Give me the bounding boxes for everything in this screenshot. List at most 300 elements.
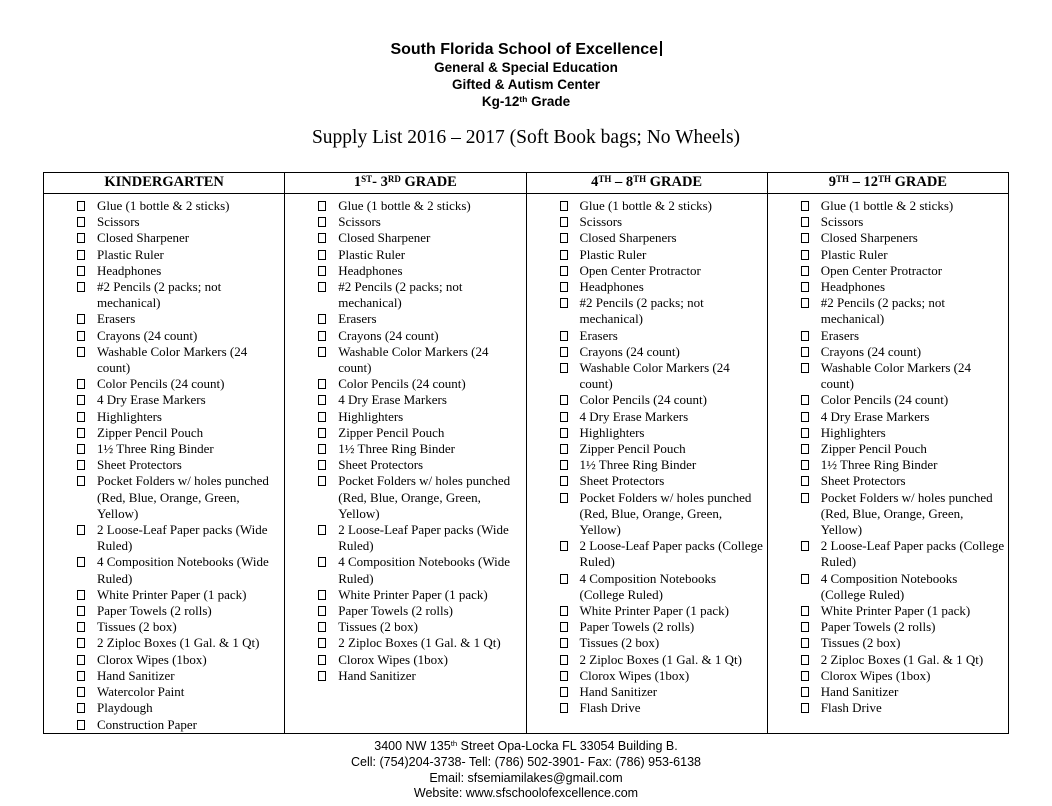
supply-item-label: Zipper Pencil Pouch [97, 424, 204, 440]
checkbox-icon [801, 574, 809, 584]
checkbox-icon [560, 541, 568, 551]
supply-item-label: Glue (1 bottle & 2 sticks) [338, 198, 471, 213]
checkbox-icon [77, 638, 85, 648]
checkbox-icon [77, 379, 85, 389]
supply-item [527, 198, 764, 214]
checkbox-icon [801, 541, 809, 551]
supply-item-label: Tissues (2 box) [579, 635, 660, 651]
supply-item [527, 425, 764, 441]
supply-item-label: Clorox Wipes (1box) [338, 651, 448, 667]
checkbox-icon [801, 444, 809, 454]
supply-item [527, 392, 764, 408]
supply-item [285, 328, 522, 344]
supply-item-label: 4 Composition Notebooks (Wide Ruled) [338, 554, 510, 586]
checkbox-icon [801, 395, 809, 405]
column-grade-9-12 [767, 194, 1008, 734]
supply-item [44, 652, 281, 668]
supply-item-label: Open Center Protractor [820, 262, 943, 278]
text-run: 1 [353, 174, 362, 190]
supply-item [768, 668, 1005, 684]
supply-item-label: Scissors [820, 214, 864, 230]
supply-item-label: Tissues (2 box) [97, 619, 177, 635]
supply-item-label: Clorox Wipes (1box) [579, 667, 690, 683]
text-run: – 12 [849, 174, 878, 190]
superscript-text: TH [633, 173, 647, 184]
supply-items-list-grade-1-3 [285, 198, 522, 684]
supply-item-label: #2 Pencils (2 packs; not mechanical) [338, 279, 463, 311]
supply-item-label: Washable Color Markers (24 count) [338, 343, 489, 376]
checkbox-icon [77, 606, 85, 616]
column-header-kindergarten [44, 173, 285, 194]
supply-item [768, 571, 1005, 603]
supply-item [527, 409, 764, 425]
checkbox-icon [560, 266, 568, 276]
superscript-text: TH [598, 173, 612, 184]
supply-item-label: #2 Pencils (2 packs; not mechanical) [97, 279, 222, 311]
supply-item-label: White Printer Paper (1 pack) [579, 603, 729, 619]
checkbox-icon [801, 687, 809, 697]
checkbox-icon [77, 266, 85, 276]
supply-item [768, 328, 1005, 344]
supply-item-label: Crayons (24 count) [97, 327, 198, 343]
supply-item [285, 279, 522, 311]
supply-item [44, 717, 281, 733]
supply-item [527, 473, 764, 489]
checkbox-icon [560, 444, 568, 454]
checkbox-icon [77, 395, 85, 405]
supply-item [44, 441, 281, 457]
checkbox-icon [560, 703, 568, 713]
supply-item-label: 2 Loose-Leaf Paper packs (Wide Ruled) [338, 522, 509, 554]
supply-item [527, 441, 764, 457]
superscript-text: TH [878, 173, 891, 184]
supply-item [44, 668, 281, 684]
supply-item-label: Playdough [97, 700, 153, 716]
supply-item [44, 198, 281, 214]
text-run: Kg-12 [481, 94, 520, 109]
supply-item-label: Pocket Folders w/ holes punched (Red, Blue, Orange, Green, Yellow) [97, 473, 269, 521]
supply-item [44, 457, 281, 473]
checkbox-icon [801, 671, 809, 681]
supply-item-label: 2 Ziploc Boxes (1 Gal. & 1 Qt) [820, 651, 984, 667]
checkbox-icon [77, 331, 85, 341]
supply-item [44, 328, 281, 344]
checkbox-icon [560, 638, 568, 648]
supply-item [768, 684, 1005, 700]
supply-item-label: Highlighters [97, 408, 162, 424]
supply-item [44, 635, 281, 651]
checkbox-icon [801, 428, 809, 438]
email-line: Email: sfsemiamilakes@gmail.com [429, 770, 623, 785]
supply-item [768, 360, 1005, 392]
supply-item-label: Hand Sanitizer [579, 684, 658, 700]
supply-item-label: Crayons (24 count) [820, 343, 922, 359]
checkbox-icon [77, 703, 85, 713]
supply-item-label: Erasers [97, 311, 136, 327]
supply-item [44, 247, 281, 263]
school-name [0, 40, 1052, 59]
checkbox-icon [77, 720, 85, 730]
checkbox-icon [318, 606, 326, 616]
checkbox-icon [77, 687, 85, 697]
supply-item-label: Crayons (24 count) [579, 343, 680, 359]
text-run: Street Opa-Locka FL 33054 Building B. [457, 738, 678, 753]
supply-item-label: 4 Dry Erase Markers [579, 408, 689, 424]
address-line [0, 739, 1052, 756]
supply-item-label: Headphones [820, 279, 886, 295]
text-run: Grade [527, 94, 571, 109]
supply-item [285, 668, 522, 684]
supply-item-label: Open Center Protractor [579, 262, 701, 278]
checkbox-icon [560, 363, 568, 373]
supply-item [527, 230, 764, 246]
superscript-text: th [450, 739, 458, 749]
supply-item [527, 457, 764, 473]
supply-item-label: Color Pencils (24 count) [820, 392, 949, 408]
supply-item-label: Washable Color Markers (24 count) [97, 343, 248, 376]
supply-item-label: Scissors [97, 214, 140, 230]
checkbox-icon [801, 703, 809, 713]
supply-items-list-grade-9-12 [768, 198, 1005, 717]
checkbox-icon [801, 266, 809, 276]
checkbox-icon [560, 250, 568, 260]
supply-table-head [44, 173, 1009, 194]
checkbox-icon [77, 557, 85, 567]
supply-item [285, 214, 522, 230]
supply-item [285, 554, 522, 586]
checkbox-icon [801, 476, 809, 486]
checkbox-icon [560, 622, 568, 632]
supply-item-label: 4 Dry Erase Markers [338, 392, 447, 408]
checkbox-icon [318, 525, 326, 535]
supply-item [285, 457, 522, 473]
supply-item-label: 1½ Three Ring Binder [338, 441, 455, 457]
superscript-text: RD [387, 173, 401, 184]
supply-item [527, 490, 764, 539]
checkbox-icon [801, 606, 809, 616]
supply-item [768, 279, 1005, 295]
supply-item [44, 554, 281, 586]
supply-item-label: Color Pencils (24 count) [338, 376, 466, 392]
text-run: GRADE [890, 174, 947, 190]
checkbox-icon [318, 476, 326, 486]
checkbox-icon [318, 444, 326, 454]
supply-item [285, 344, 522, 376]
department-line: General & Special Education [434, 60, 618, 75]
supply-item [527, 652, 764, 668]
text-run: GRADE [646, 174, 703, 190]
supply-item [768, 538, 1005, 570]
supply-item-label: Highlighters [338, 408, 404, 424]
school-name-text: South Florida School of Excellence [390, 41, 659, 58]
supply-item [527, 328, 764, 344]
checkbox-icon [560, 476, 568, 486]
supply-item [285, 198, 522, 214]
checkbox-icon [318, 201, 326, 211]
text-run: – 8 [611, 174, 634, 190]
supply-item [768, 425, 1005, 441]
supply-item-label: Watercolor Paint [97, 684, 185, 700]
column-kindergarten [44, 194, 285, 734]
checkbox-icon [560, 347, 568, 357]
supply-item [44, 603, 281, 619]
supply-item [285, 247, 522, 263]
supply-item-label: Tissues (2 box) [820, 635, 901, 651]
supply-item-label: 1½ Three Ring Binder [579, 457, 697, 473]
text-run: 3400 NW 135 [374, 738, 451, 753]
checkbox-icon [560, 217, 568, 227]
supply-item [44, 230, 281, 246]
checkbox-icon [77, 201, 85, 211]
checkbox-icon [318, 314, 326, 324]
supply-item [527, 635, 764, 651]
checkbox-icon [801, 412, 809, 422]
supply-item [768, 619, 1005, 635]
supply-item [285, 230, 522, 246]
text-run: 4 [591, 174, 599, 190]
supply-item-label: Flash Drive [820, 700, 882, 716]
column-grade-1-3 [285, 194, 526, 734]
supply-item-label: Pocket Folders w/ holes punched (Red, Blue, Orange, Green, Yellow) [579, 489, 752, 538]
text-run: - 3 [372, 174, 388, 190]
supply-item-label: 2 Ziploc Boxes (1 Gal. & 1 Qt) [338, 635, 501, 651]
column-header-grade-4-8 [526, 173, 767, 194]
supply-item [527, 684, 764, 700]
supply-item [527, 700, 764, 716]
supply-item [44, 311, 281, 327]
checkbox-icon [801, 363, 809, 373]
checkbox-icon [318, 412, 326, 422]
supply-item [768, 344, 1005, 360]
supply-item-label: 4 Composition Notebooks (Wide Ruled) [97, 554, 269, 586]
supply-list-title: Supply List 2016 – 2017 (Soft Book bags; No Wheels) [311, 127, 741, 148]
letterhead [0, 0, 1052, 112]
supply-item-label: Construction Paper [97, 716, 198, 732]
checkbox-icon [77, 525, 85, 535]
text-run: 9 [828, 174, 837, 190]
supply-item-label: Tissues (2 box) [338, 619, 418, 635]
checkbox-icon [560, 671, 568, 681]
checkbox-icon [318, 250, 326, 260]
checkbox-icon [318, 671, 326, 681]
superscript-text: th [519, 94, 528, 105]
supply-item-label: Headphones [97, 262, 162, 278]
checkbox-icon [801, 622, 809, 632]
supply-item [768, 473, 1005, 489]
supply-item [285, 392, 522, 408]
checkbox-icon [77, 250, 85, 260]
checkbox-icon [318, 460, 326, 470]
checkbox-icon [77, 655, 85, 665]
supply-item-label: Glue (1 bottle & 2 sticks) [820, 198, 954, 213]
checkbox-icon [318, 233, 326, 243]
checkbox-icon [801, 282, 809, 292]
supply-item-label: Glue (1 bottle & 2 sticks) [97, 198, 230, 213]
checkbox-icon [801, 233, 809, 243]
column-header-grade-9-12 [767, 173, 1008, 194]
supply-item [768, 635, 1005, 651]
supply-items-list-kindergarten [44, 198, 281, 733]
superscript-text: TH [836, 173, 849, 184]
supply-item-label: Clorox Wipes (1box) [820, 667, 931, 683]
checkbox-icon [77, 590, 85, 600]
supply-item [285, 603, 522, 619]
supply-item-label: Scissors [579, 214, 623, 230]
supply-item-label: Sheet Protectors [820, 473, 906, 489]
supply-item [768, 247, 1005, 263]
supply-item [44, 376, 281, 392]
supply-item-label: Hand Sanitizer [338, 667, 416, 683]
supply-item-label: Crayons (24 count) [338, 327, 439, 343]
checkbox-icon [801, 331, 809, 341]
supply-item-label: Headphones [579, 279, 644, 295]
supply-item [285, 473, 522, 522]
checkbox-icon [560, 574, 568, 584]
supply-item [768, 700, 1005, 716]
supply-item-label: 2 Ziploc Boxes (1 Gal. & 1 Qt) [579, 651, 742, 667]
supply-table-body [44, 194, 1009, 734]
supply-item-label: 2 Ziploc Boxes (1 Gal. & 1 Qt) [97, 635, 260, 651]
supply-item-label: Headphones [338, 262, 403, 278]
supply-item-label: 1½ Three Ring Binder [820, 457, 938, 473]
supply-item [768, 652, 1005, 668]
checkbox-icon [560, 395, 568, 405]
supply-item-label: Pocket Folders w/ holes punched (Red, Blue, Orange, Green, Yellow) [820, 489, 993, 538]
supply-item [44, 522, 281, 554]
checkbox-icon [77, 282, 85, 292]
supply-item-label: Scissors [338, 214, 381, 230]
supply-item [285, 409, 522, 425]
supply-item [44, 425, 281, 441]
checkbox-icon [801, 493, 809, 503]
supply-item-label: Paper Towels (2 rolls) [338, 603, 453, 619]
checkbox-icon [560, 687, 568, 697]
supply-item [527, 247, 764, 263]
text-run: GRADE [400, 174, 457, 190]
checkbox-icon [560, 428, 568, 438]
superscript-text: ST [361, 173, 373, 184]
supply-item-label: White Printer Paper (1 pack) [97, 586, 247, 602]
footer [0, 739, 1052, 802]
supply-item-label: Highlighters [579, 424, 645, 440]
supply-item-label: Erasers [820, 327, 860, 343]
supply-item-label: Glue (1 bottle & 2 sticks) [579, 198, 713, 213]
checkbox-icon [318, 622, 326, 632]
supply-item-label: Hand Sanitizer [97, 667, 175, 683]
supply-item-label: #2 Pencils (2 packs; not mechanical) [820, 295, 945, 327]
checkbox-icon [77, 444, 85, 454]
supply-item [44, 700, 281, 716]
supply-item-label: 2 Loose-Leaf Paper packs (College Ruled) [579, 538, 763, 570]
supply-item-label: 4 Dry Erase Markers [820, 408, 930, 424]
supply-item [768, 409, 1005, 425]
center-line: Gifted & Autism Center [451, 77, 600, 92]
supply-item [527, 603, 764, 619]
phone-line: Cell: (754)204-3738- Tell: (786) 502-3901- Fax: (786) 953-6138 [351, 755, 701, 770]
supply-item [527, 263, 764, 279]
checkbox-icon [801, 217, 809, 227]
supply-table-body-row [44, 194, 1009, 734]
supply-item-label: Sheet Protectors [579, 473, 665, 489]
supply-item [44, 214, 281, 230]
supply-item [768, 295, 1005, 327]
supply-item-label: Paper Towels (2 rolls) [97, 603, 212, 619]
supply-item [527, 538, 764, 570]
checkbox-icon [560, 201, 568, 211]
supply-item-label: Paper Towels (2 rolls) [820, 619, 936, 635]
checkbox-icon [318, 428, 326, 438]
supply-item [285, 587, 522, 603]
supply-item [285, 263, 522, 279]
checkbox-icon [77, 347, 85, 357]
checkbox-icon [318, 266, 326, 276]
supply-item [527, 668, 764, 684]
checkbox-icon [560, 298, 568, 308]
checkbox-icon [77, 476, 85, 486]
supply-item-label: Washable Color Markers (24 count) [820, 360, 971, 392]
checkbox-icon [560, 460, 568, 470]
checkbox-icon [801, 250, 809, 260]
supply-item [768, 441, 1005, 457]
supply-item-label: White Printer Paper (1 pack) [820, 603, 971, 619]
supply-item [285, 522, 522, 554]
supply-item [768, 263, 1005, 279]
supply-table [43, 172, 1009, 734]
checkbox-icon [77, 412, 85, 422]
supply-item [527, 344, 764, 360]
supply-item-label: Zipper Pencil Pouch [820, 441, 927, 457]
checkbox-icon [318, 590, 326, 600]
supply-item [768, 603, 1005, 619]
supply-item-label: Closed Sharpeners [579, 230, 677, 246]
checkbox-icon [801, 201, 809, 211]
supply-item-label: Zipper Pencil Pouch [338, 424, 445, 440]
supply-item-label: Flash Drive [579, 700, 641, 716]
supply-item-label: Paper Towels (2 rolls) [579, 619, 695, 635]
supply-item-label: Sheet Protectors [97, 457, 182, 473]
column-header-grade-1-3 [285, 173, 526, 194]
supply-item [527, 279, 764, 295]
supply-item-label: 4 Composition Notebooks (College Ruled) [579, 570, 717, 602]
checkbox-icon [318, 282, 326, 292]
checkbox-icon [560, 493, 568, 503]
checkbox-icon [318, 655, 326, 665]
supply-item-label: Pocket Folders w/ holes punched (Red, Blue, Orange, Green, Yellow) [338, 473, 511, 521]
checkbox-icon [318, 379, 326, 389]
text-run: KINDERGARTEN [104, 174, 224, 190]
supply-item [285, 311, 522, 327]
supply-item-label: Sheet Protectors [338, 457, 424, 473]
checkbox-icon [560, 606, 568, 616]
checkbox-icon [77, 622, 85, 632]
supply-item [285, 652, 522, 668]
checkbox-icon [801, 347, 809, 357]
supply-item-label: Zipper Pencil Pouch [579, 441, 686, 457]
supply-item [44, 344, 281, 376]
supply-item [527, 214, 764, 230]
supply-item-label: 4 Composition Notebooks (College Ruled) [820, 570, 958, 602]
supply-item-label: Highlighters [820, 424, 886, 440]
supply-item [285, 425, 522, 441]
checkbox-icon [801, 655, 809, 665]
checkbox-icon [318, 638, 326, 648]
supply-item-label: Clorox Wipes (1box) [97, 651, 207, 667]
checkbox-icon [318, 347, 326, 357]
supply-items-list-grade-4-8 [527, 198, 764, 717]
supply-item-label: Closed Sharpener [338, 230, 431, 246]
checkbox-icon [560, 331, 568, 341]
supply-item-label: Plastic Ruler [97, 246, 164, 262]
